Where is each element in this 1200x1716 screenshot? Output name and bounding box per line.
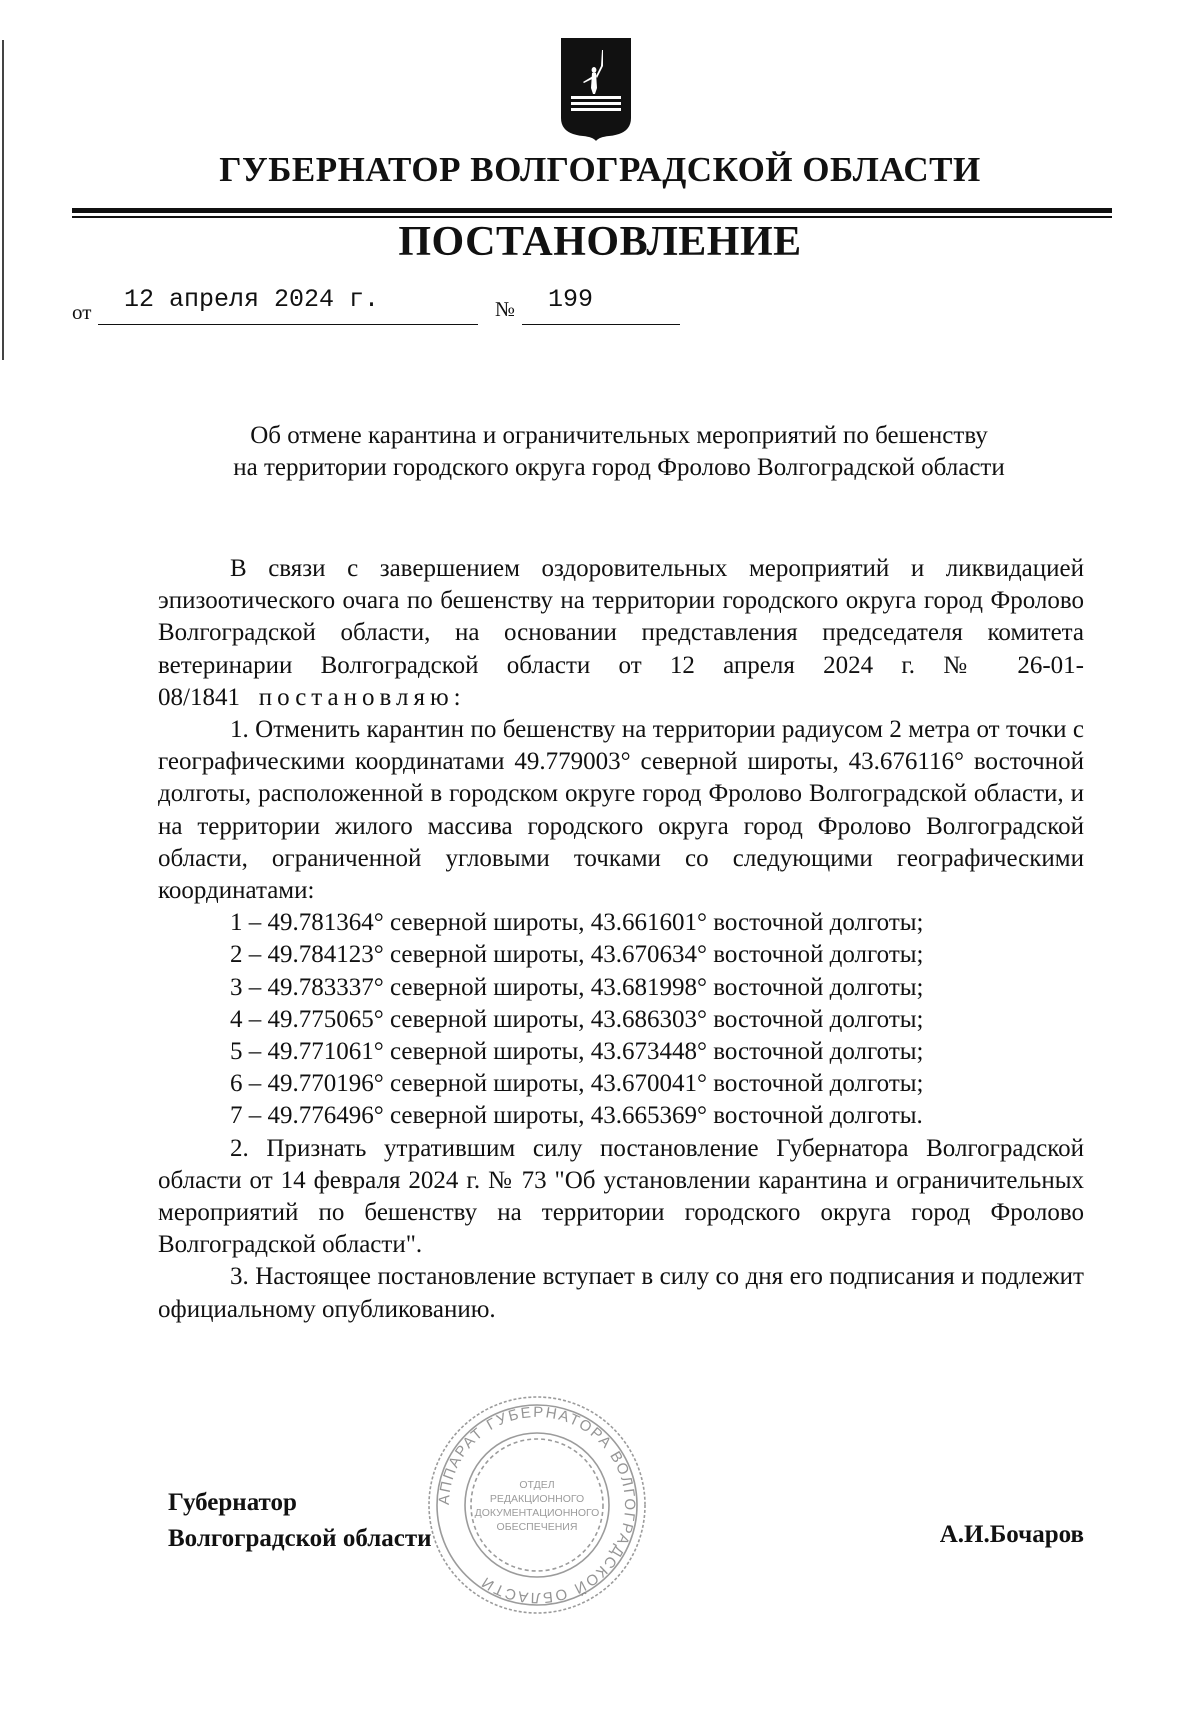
seal-center-line: ДОКУМЕНТАЦИОННОГО — [474, 1507, 600, 1519]
header-rule — [72, 208, 1112, 213]
signatory-name: А.И.Бочаров — [939, 1521, 1084, 1548]
seal-center-line: ОБЕСПЕЧЕНИЯ — [496, 1521, 578, 1533]
coordinate-item: 5 – 49.771061° северной широты, 43.673448° восточной долготы; — [230, 1038, 924, 1066]
coordinate-item: 2 – 49.784123° северной широты, 43.670634° восточной долготы; — [230, 941, 924, 969]
coordinate-item: 3 – 49.783337° северной широты, 43.681998° восточной долготы; — [230, 973, 924, 1001]
coordinate-item: 7 – 49.776496° северной широты, 43.665369° восточной долготы. — [230, 1102, 923, 1130]
coordinate-item: 4 – 49.775065° северной широты, 43.686303° восточной долготы; — [230, 1005, 924, 1033]
official-seal-stamp — [424, 1392, 650, 1618]
clause-3: 3. Настоящее постановление вступает в силу со дня его подписания и подлежит официальному опубликованию. — [158, 1263, 1084, 1323]
issuing-authority: ГУБЕРНАТОР ВОЛГОГРАДСКОЙ ОБЛАСТИ — [219, 150, 981, 189]
preamble-paragraph — [158, 553, 1084, 714]
seal-outer-text: АППАРАТ ГУБЕРНАТОРА ВОЛГОГРАДСКОЙ ОБЛАСТИ — [435, 1403, 639, 1607]
document-type-title: ПОСТАНОВЛЕНИЕ — [398, 219, 802, 265]
subject-line: Об отмене карантина и ограничительных мероприятий по бешенству — [250, 422, 988, 449]
clause-1: 1. Отменить карантин по бешенству на территории радиусом 2 метра от точки с географическими координатами 49.779003° северной широты, 43.676116° восточной долготы, расположенной в городском округе город Фролово Волгоградской области, и на территории жилого массива городского округа город Фролово Волгоградской области, ограниченной угловыми точками со следующими географическими координатами: — [158, 716, 1084, 905]
resolution-word: постановляю: — [258, 683, 466, 711]
signatory-title — [168, 1485, 432, 1557]
document-body — [158, 553, 1084, 1326]
document-subject — [0, 420, 1200, 484]
number-underline — [522, 324, 680, 325]
subject-line: на территории городского округа город Фролово Волгоградской области — [233, 454, 1005, 481]
document-date: 12 апреля 2024 г. — [124, 285, 380, 314]
document-number: 199 — [548, 285, 594, 314]
seal-center-line: РЕДАКЦИОННОГО — [489, 1493, 585, 1505]
scan-margin-mark — [2, 40, 4, 360]
number-prefix: № — [495, 297, 516, 321]
seal-center-line: ОТДЕЛ — [519, 1479, 555, 1491]
coordinate-item: 1 – 49.781364° северной широты, 43.661601° восточной долготы; — [230, 909, 924, 937]
coordinate-item: 6 – 49.770196° северной широты, 43.670041° восточной долготы; — [230, 1070, 924, 1098]
signatory-title-line: Волгоградской области — [168, 1525, 432, 1552]
date-underline — [98, 324, 478, 325]
signatory-title-line: Губернатор — [168, 1489, 297, 1516]
date-prefix: от — [72, 300, 92, 324]
volgograd-emblem-icon — [559, 36, 633, 142]
preamble-text: В связи с завершением оздоровительных мероприятий и ликвидацией эпизоотического очага по бешенству на территории городского округа город Фролово Волгоградской области, на основании представления председателя комитета ветеринарии Волгоградской области от 12 апреля 2024 г. № 26-01-08/1841 — [158, 555, 1084, 711]
clause-2: 2. Признать утратившим силу постановление Губернатора Волгоградской области от 14 февраля 2024 г. № 73 "Об установлении карантина и ограничительных мероприятий по бешенству на территории городского округа город Фролово Волгоградской области". — [158, 1134, 1084, 1259]
